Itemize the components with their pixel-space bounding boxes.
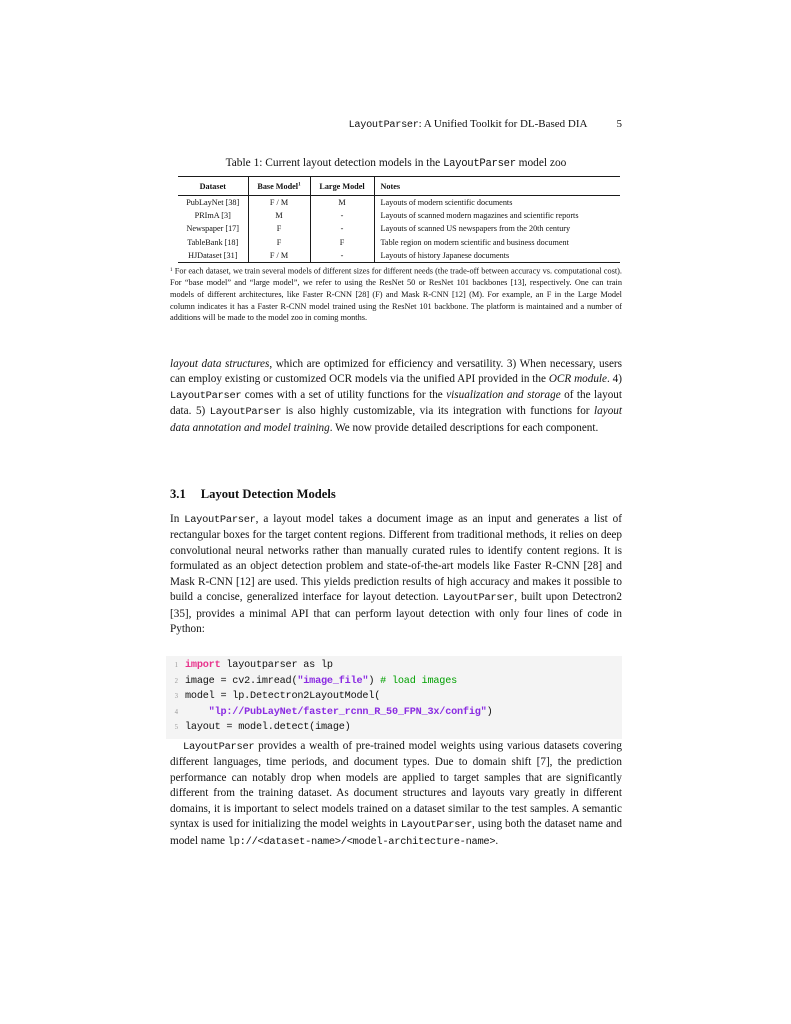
text-segment: . We now provide detailed descriptions for each component. xyxy=(329,421,599,434)
text-segment: LayoutParser xyxy=(184,514,256,526)
text-segment: ) xyxy=(486,706,493,718)
section-number: 3.1 xyxy=(170,487,186,501)
text-segment: model zoo xyxy=(515,157,567,169)
text-segment: is also highly customizable, via its integration with functions for xyxy=(281,405,595,418)
code-text xyxy=(185,705,493,721)
table-cell: - xyxy=(310,209,374,222)
table-row xyxy=(178,236,620,249)
page-number: 5 xyxy=(616,118,622,130)
table-cell: HJDataset [31] xyxy=(178,249,248,263)
table-cell: - xyxy=(310,249,374,263)
text-segment: image = cv2.imread( xyxy=(185,675,298,687)
paragraph-layout-detection xyxy=(170,512,622,638)
text-segment: comes with a set of utility functions for the xyxy=(241,388,447,401)
text-segment: layout data annotation and model training xyxy=(170,405,623,434)
text-segment: visualization and storage xyxy=(446,388,561,401)
paragraph-components xyxy=(170,357,622,436)
table-body xyxy=(178,196,620,263)
text-segment: , a layout model takes a document image as an input and generates a list of rectangular boxes for the target content regions. Different from traditional methods, it relies on deep convolutional neural networks rather than manually curated rules to identify content regions. It is formulated as an object detection problem and state-of-the-art models like Faster R-CNN [28] and Mask R-CNN [12] are used. This yields prediction results of high accuracy and makes it possible to build a concise, generalized interface for layout detection. xyxy=(170,513,622,604)
table-cell: Layouts of scanned modern magazines and scientific reports xyxy=(380,211,579,221)
text-segment: , using both the dataset name and model name xyxy=(170,818,622,847)
text-segment: LayoutParser xyxy=(443,158,516,170)
table-row xyxy=(178,209,620,222)
text-segment: import xyxy=(185,660,221,671)
table-cell: Layouts of scanned US newspapers from the 20th century xyxy=(380,224,571,234)
text-segment: "lp://PubLayNet/faster_rcnn_R_50_FPN_3x/config" xyxy=(208,706,487,718)
code-line xyxy=(170,658,618,674)
text-segment: layoutparser as lp xyxy=(220,660,333,671)
code-line xyxy=(170,705,618,721)
text-segment: model = lp.Detectron2LayoutModel( xyxy=(185,691,381,703)
table-head xyxy=(178,177,620,196)
code-line xyxy=(170,674,618,690)
text-segment: OCR module xyxy=(548,373,608,386)
table-row xyxy=(178,196,620,210)
code-lines xyxy=(170,658,618,736)
code-text xyxy=(185,658,333,674)
column-header: Base Model$^1$ xyxy=(248,177,310,196)
text-segment: "image_file" xyxy=(297,675,369,687)
line-number: 1 xyxy=(174,662,178,669)
paragraph-model-weights xyxy=(170,739,622,850)
text-segment: , built upon Detectron2 [35], provides a minimal API that can perform layout detection with only four lines of code in Python: xyxy=(170,591,622,636)
code-text xyxy=(185,689,380,705)
footnote-marker: 1 xyxy=(298,180,301,187)
code-line xyxy=(170,689,618,705)
text-segment: ) xyxy=(368,675,381,687)
table-header-row xyxy=(178,177,620,196)
code-text xyxy=(185,720,351,736)
table-cell: Newspaper [17] xyxy=(178,222,248,235)
text-segment: LayoutParser xyxy=(348,119,419,131)
text-segment: 1 xyxy=(170,267,173,273)
table-cell: F / M xyxy=(248,196,310,210)
table-cell: - xyxy=(310,222,374,235)
table-cell: PubLayNet [38] xyxy=(178,196,248,210)
text-segment: # load images xyxy=(380,675,458,687)
table-cell: M xyxy=(310,196,374,210)
table-cell: F xyxy=(248,236,310,249)
text-segment: LayoutParser xyxy=(400,819,473,832)
table-row xyxy=(178,222,620,235)
table-cell: F xyxy=(248,222,310,235)
text-segment: layout = model.detect(image) xyxy=(185,722,351,734)
section-heading xyxy=(170,487,622,502)
line-number: 4 xyxy=(174,708,178,716)
text-segment: LayoutParser xyxy=(209,406,282,419)
text-segment: In xyxy=(170,513,185,525)
code-line xyxy=(170,720,618,736)
table-cell: F xyxy=(310,236,374,249)
table-cell: Layouts of history Japanese documents xyxy=(380,250,510,260)
text-segment: Table 1: Current layout detection models in the xyxy=(225,157,444,169)
text-segment: LayoutParser xyxy=(170,389,242,402)
model-zoo-table xyxy=(178,176,620,263)
table-cell: F / M xyxy=(248,249,310,263)
table-cell: Layouts of modern scientific documents xyxy=(380,198,513,207)
line-number: 2 xyxy=(174,677,178,685)
text-segment: lp://<dataset-name>/<model-architecture-name> xyxy=(227,835,496,848)
running-header xyxy=(170,118,622,131)
text-segment: layout data structures xyxy=(170,358,270,370)
table-caption xyxy=(170,157,622,170)
line-number: 5 xyxy=(174,724,178,732)
text-segment: . xyxy=(495,834,499,847)
text-segment: For each dataset, we train several models of different sizes for different needs (the trade-off between accuracy vs. computational cost). For “base model” and “large model”, we refer to using the ResNet 50 or ResNet 101 backbones [13], respectively. One can train models of different architectures, like Faster R-CNN [28] (F) and Mask R-CNN [12] (M). For example, an F in the Large Model column indicates it has a Faster R-CNN model trained using the ResNet 101 backbone. The platform is maintained and a number of additions will be made to the model zoo in coming months. xyxy=(170,266,622,323)
column-header: Dataset xyxy=(178,177,248,196)
running-title xyxy=(349,118,588,131)
table-footnote xyxy=(170,265,622,324)
table-cell: M xyxy=(248,209,310,222)
table-row xyxy=(178,249,620,263)
line-number: 3 xyxy=(174,693,178,701)
text-segment: provides a wealth of pre-trained model weights using various datasets covering different languages, time periods, and document types. Due to domain shift [7], the prediction performance can notably drop when models are applied to target samples that are significantly different from the training dataset. As document structures and layouts vary greatly in different domains, it is important to select models trained on a dataset similar to the test samples. A semantic syntax is used for initializing the model weights in xyxy=(170,740,622,831)
section-title: Layout Detection Models xyxy=(200,487,336,501)
column-header: Large Model xyxy=(310,177,374,196)
table-cell: PRImA [3] xyxy=(178,209,248,222)
text-segment: of the layout data. 5) xyxy=(170,388,623,418)
code-block xyxy=(166,656,622,739)
text-segment: : A Unified Toolkit for DL-Based DIA xyxy=(418,118,588,130)
column-header: Notes xyxy=(374,177,620,196)
text-segment: , which are optimized for efficiency and versatility. 3) When necessary, users can employ existing or customized OCR models via the unified API provided in the xyxy=(170,358,622,386)
text-segment: LayoutParser xyxy=(183,741,255,753)
text-segment: LayoutParser xyxy=(442,592,515,605)
code-text xyxy=(185,674,457,690)
table-cell: TableBank [18] xyxy=(178,236,248,249)
text-segment xyxy=(185,707,209,718)
text-segment: . 4) xyxy=(607,373,622,386)
table-cell: Table region on modern scientific and business document xyxy=(380,237,569,247)
